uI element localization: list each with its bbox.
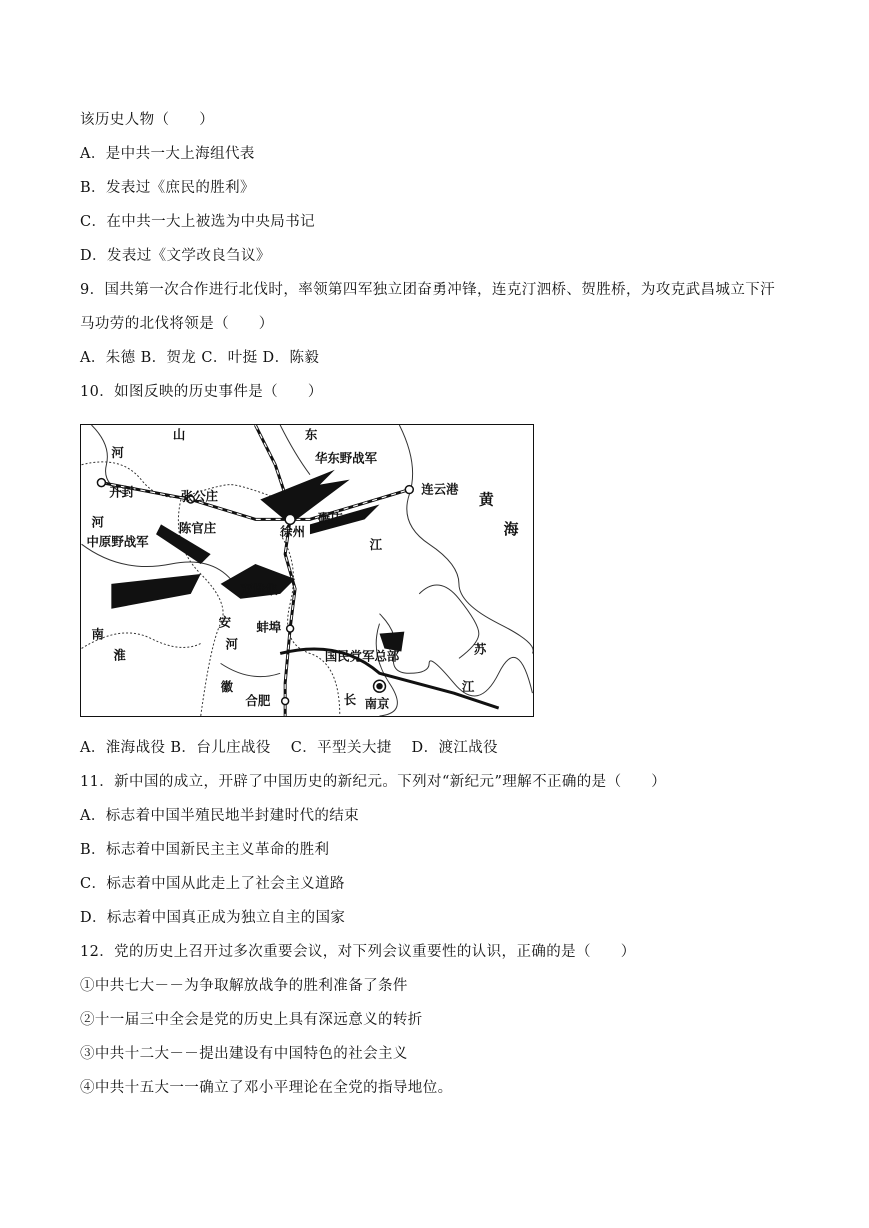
map-label: 江	[369, 537, 382, 553]
map-label: 张公庄	[180, 488, 219, 504]
map-label: 徽	[220, 679, 234, 695]
map-label: 徐州	[280, 524, 306, 540]
map-label: 双堆集	[240, 581, 278, 597]
text-line: ②十一届三中全会是党的历史上具有深远意义的转折	[80, 1012, 423, 1028]
map-label: 长	[343, 692, 357, 708]
map-label: 东	[305, 426, 318, 442]
question-9: 9．国共第一次合作进行北伐时，率领第四军独立团奋勇冲锋，连克汀泗桥、贺胜桥，为攻克武昌城立下汗	[80, 282, 776, 298]
map-label: 江	[461, 679, 475, 695]
text-line: B．发表过《庶民的胜利》	[80, 180, 255, 196]
map-label: 中原野战军	[86, 534, 149, 550]
text-line: 马功劳的北伐将领是（ ）	[80, 316, 274, 332]
question-12: 12．党的历史上召开过多次重要会议，对下列会议重要性的认识，正确的是（ ）	[80, 944, 636, 960]
question-10: 10．如图反映的历史事件是（ ）	[80, 384, 323, 400]
map-label: 华东野战军	[314, 450, 377, 466]
text-line: B．标志着中国新民主主义革命的胜利	[80, 842, 330, 858]
map-label: 开封	[109, 484, 135, 500]
text-line: D．发表过《文学改良刍议》	[80, 248, 271, 264]
text-line: ①中共七大－－为争取解放战争的胜利准备了条件	[80, 978, 408, 994]
map-label: 碾庄	[317, 510, 343, 526]
map-label: 山	[172, 426, 186, 442]
map-label: 河	[225, 636, 238, 652]
map-label: 淮	[113, 647, 126, 663]
map-label: 安	[218, 614, 232, 630]
text-line: D．标志着中国真正成为独立自主的国家	[80, 910, 346, 926]
question-9-options: A．朱德 B．贺龙 C．叶挺 D．陈毅	[80, 350, 320, 366]
map-label: 苏	[473, 641, 487, 657]
map-label: 连云港	[421, 481, 459, 497]
map-label: 河	[111, 444, 124, 460]
text-line: C．在中共一大上被选为中央局书记	[80, 214, 315, 230]
map-label: 南	[91, 626, 104, 642]
historical-battle-map	[80, 424, 534, 717]
map-label: 合肥	[245, 693, 271, 709]
text-line: ④中共十五大一一确立了邓小平理论在全党的指导地位。	[80, 1080, 453, 1096]
map-label: 黄	[478, 490, 494, 509]
text-line: A．标志着中国半殖民地半封建时代的结束	[80, 808, 360, 824]
map-label: 南京	[364, 696, 390, 712]
map-label: 河	[91, 514, 104, 530]
map-label: 国民党军总部	[324, 648, 400, 664]
question-11: 11．新中国的成立，开辟了中国历史的新纪元。下列对“新纪元”理解不正确的是（ ）	[80, 774, 667, 790]
text-line: A．是中共一大上海组代表	[80, 146, 255, 162]
map-label: 蚌埠	[256, 619, 282, 635]
map-label: 陈官庄	[178, 520, 217, 536]
map-label: 海	[503, 520, 519, 539]
text-line: ③中共十二大－－提出建设有中国特色的社会主义	[80, 1046, 408, 1062]
text-line: 该历史人物（ ）	[80, 112, 215, 128]
text-line: C．标志着中国从此走上了社会主义道路	[80, 876, 345, 892]
question-10-options: A．淮海战役 B．台儿庄战役 C．平型关大捷 D．渡江战役	[80, 740, 499, 756]
